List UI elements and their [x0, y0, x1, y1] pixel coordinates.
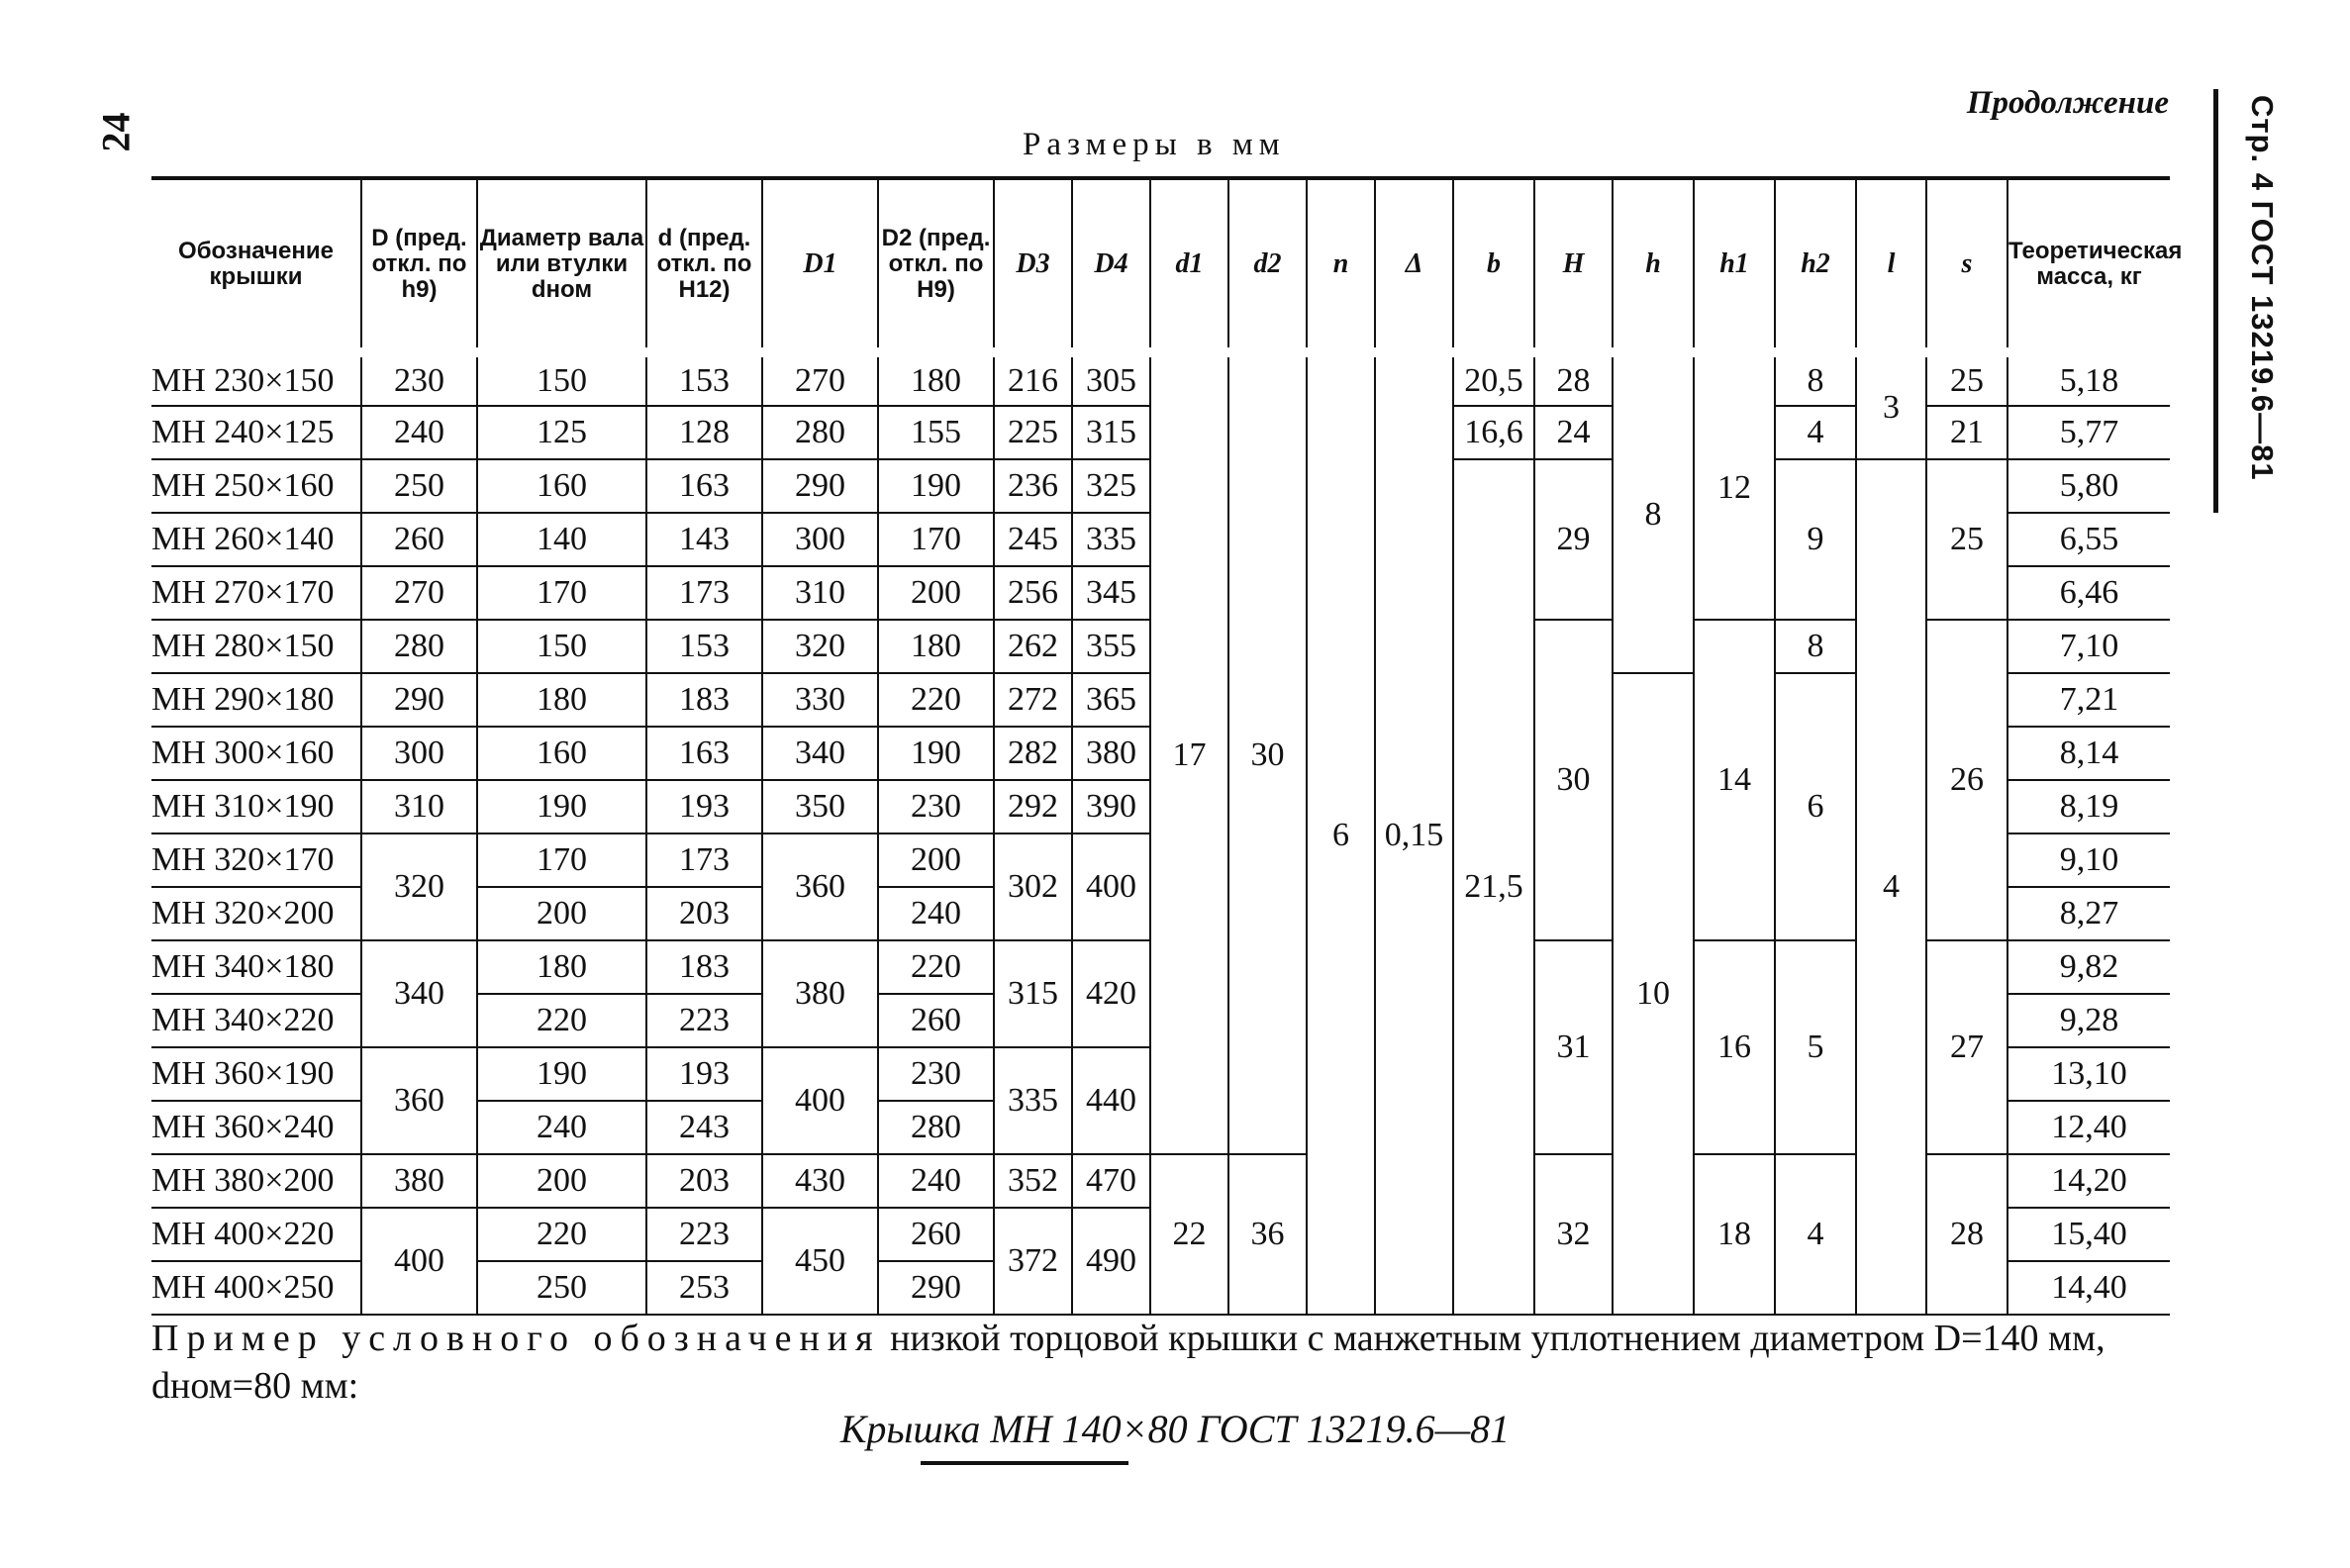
- designation-cell: МН 300×160: [151, 727, 361, 780]
- cell-D3: 352: [994, 1154, 1072, 1208]
- designation-cell: МН 230×150: [151, 352, 361, 406]
- cell-D3: 315: [994, 940, 1072, 1047]
- cell-D3: 272: [994, 673, 1072, 727]
- col-l: l: [1856, 178, 1926, 352]
- col-D2: D2 (пред. откл. по H9): [878, 178, 994, 352]
- cell-mass: 8,27: [2007, 887, 2170, 940]
- designation-cell: МН 260×140: [151, 513, 361, 566]
- cell-D4: 490: [1072, 1208, 1150, 1315]
- cell-mass: 9,82: [2007, 940, 2170, 994]
- cell-d: 253: [646, 1261, 762, 1315]
- cell-D: 290: [361, 673, 477, 727]
- cell-H: 31: [1534, 940, 1613, 1154]
- cell-D2: 220: [878, 673, 994, 727]
- cell-d: 153: [646, 352, 762, 406]
- cell-D: 400: [361, 1208, 477, 1315]
- cell-D2: 190: [878, 727, 994, 780]
- col-h: h: [1613, 178, 1694, 352]
- col-designation: Обозначение крышки: [151, 178, 361, 352]
- cell-d: 193: [646, 1047, 762, 1101]
- cell-h1: 18: [1694, 1154, 1775, 1315]
- designation-cell: МН 250×160: [151, 459, 361, 513]
- cell-mass: 14,20: [2007, 1154, 2170, 1208]
- col-d2: d2: [1228, 178, 1307, 352]
- cell-D1: 360: [762, 833, 878, 940]
- cell-b: 21,5: [1453, 459, 1534, 1315]
- col-D3: D3: [994, 178, 1072, 352]
- cell-D2: 290: [878, 1261, 994, 1315]
- col-h2: h2: [1775, 178, 1856, 352]
- cell-D2: 260: [878, 1208, 994, 1261]
- cell-mass: 6,46: [2007, 566, 2170, 620]
- cell-D3: 282: [994, 727, 1072, 780]
- cell-h: 8: [1613, 352, 1694, 673]
- cell-D2: 230: [878, 780, 994, 833]
- cell-D1: 330: [762, 673, 878, 727]
- cell-D2: 230: [878, 1047, 994, 1101]
- cell-D3: 262: [994, 620, 1072, 673]
- designation-cell: МН 240×125: [151, 406, 361, 459]
- cell-d: 183: [646, 940, 762, 994]
- cell-h2: 4: [1775, 1154, 1856, 1315]
- example-text: низкой торцовой крышки с манжетным уплотнением диаметром D=140 мм, dном=80 мм:: [151, 1318, 2105, 1407]
- page-number: 24: [93, 112, 139, 152]
- cell-D4: 380: [1072, 727, 1150, 780]
- cell-d2: 30: [1228, 352, 1307, 1154]
- designation-cell: МН 400×250: [151, 1261, 361, 1315]
- designation-cell: МН 290×180: [151, 673, 361, 727]
- cell-D1: 400: [762, 1047, 878, 1154]
- designation-cell: МН 400×220: [151, 1208, 361, 1261]
- cell-D3: 292: [994, 780, 1072, 833]
- cell-s: 28: [1926, 1154, 2007, 1315]
- cell-h2: 5: [1775, 940, 1856, 1154]
- cell-D: 270: [361, 566, 477, 620]
- cell-mass: 8,19: [2007, 780, 2170, 833]
- cell-D: 250: [361, 459, 477, 513]
- cell-mass: 5,77: [2007, 406, 2170, 459]
- designation-cell: МН 360×190: [151, 1047, 361, 1101]
- cell-d: 163: [646, 459, 762, 513]
- cell-D1: 450: [762, 1208, 878, 1315]
- cell-d: 128: [646, 406, 762, 459]
- cell-D: 360: [361, 1047, 477, 1154]
- cell-s: 25: [1926, 459, 2007, 620]
- cell-D: 300: [361, 727, 477, 780]
- cell-D3: 372: [994, 1208, 1072, 1315]
- cell-mass: 12,40: [2007, 1101, 2170, 1154]
- cell-h2: 8: [1775, 352, 1856, 406]
- col-D: D (пред. откл. по h9): [361, 178, 477, 352]
- cell-n: 6: [1307, 352, 1375, 1315]
- cell-D2: 280: [878, 1101, 994, 1154]
- cell-D2: 240: [878, 1154, 994, 1208]
- cell-mass: 13,10: [2007, 1047, 2170, 1101]
- cell-H: 28: [1534, 352, 1613, 406]
- cell-D3: 256: [994, 566, 1072, 620]
- cell-d: 223: [646, 994, 762, 1047]
- cell-dnom: 200: [477, 887, 646, 940]
- cell-D4: 440: [1072, 1047, 1150, 1154]
- cell-D4: 365: [1072, 673, 1150, 727]
- cell-D2: 155: [878, 406, 994, 459]
- cell-D1: 300: [762, 513, 878, 566]
- cell-d: 173: [646, 833, 762, 887]
- cell-l: 3: [1856, 352, 1926, 459]
- cell-D: 240: [361, 406, 477, 459]
- cell-dnom: 220: [477, 994, 646, 1047]
- cell-d1: 22: [1150, 1154, 1228, 1315]
- col-n: n: [1307, 178, 1375, 352]
- cell-D2: 190: [878, 459, 994, 513]
- designation-cell: МН 320×200: [151, 887, 361, 940]
- cell-D4: 335: [1072, 513, 1150, 566]
- cell-d: 203: [646, 1154, 762, 1208]
- col-b: b: [1453, 178, 1534, 352]
- dimensions-table: [151, 176, 2183, 1316]
- col-mass: Теоретическая масса, кг: [2007, 178, 2170, 352]
- cell-b: 20,5: [1453, 352, 1534, 406]
- cell-dnom: 240: [477, 1101, 646, 1154]
- cell-H: 24: [1534, 406, 1613, 459]
- col-H: H: [1534, 178, 1613, 352]
- cell-mass: 9,10: [2007, 833, 2170, 887]
- cell-h1: 16: [1694, 940, 1775, 1154]
- units-caption: Размеры в мм: [1023, 127, 1286, 162]
- table-row: [151, 352, 2170, 406]
- cell-D2: 260: [878, 994, 994, 1047]
- cell-D: 380: [361, 1154, 477, 1208]
- cell-d1: 17: [1150, 352, 1228, 1154]
- cell-d: 173: [646, 566, 762, 620]
- cell-D2: 240: [878, 887, 994, 940]
- header-row: [151, 178, 2170, 352]
- cell-mass: 5,80: [2007, 459, 2170, 513]
- cell-d: 183: [646, 673, 762, 727]
- cell-mass: 5,18: [2007, 352, 2170, 406]
- cell-H: 29: [1534, 459, 1613, 620]
- cell-D4: 355: [1072, 620, 1150, 673]
- col-delta: Δ: [1375, 178, 1453, 352]
- cell-mass: 7,21: [2007, 673, 2170, 727]
- cell-D3: 302: [994, 833, 1072, 940]
- cell-h: 10: [1613, 673, 1694, 1315]
- cell-D: 280: [361, 620, 477, 673]
- cell-D: 320: [361, 833, 477, 940]
- cell-D4: 470: [1072, 1154, 1150, 1208]
- cell-D4: 390: [1072, 780, 1150, 833]
- col-h1: h1: [1694, 178, 1775, 352]
- cell-dnom: 190: [477, 1047, 646, 1101]
- designation-cell: МН 340×220: [151, 994, 361, 1047]
- cell-h2: 4: [1775, 406, 1856, 459]
- cell-dnom: 170: [477, 833, 646, 887]
- cell-d: 223: [646, 1208, 762, 1261]
- cell-D2: 180: [878, 620, 994, 673]
- cell-D1: 290: [762, 459, 878, 513]
- cell-d2: 36: [1228, 1154, 1307, 1315]
- cell-D1: 320: [762, 620, 878, 673]
- designation-cell: МН 380×200: [151, 1154, 361, 1208]
- cell-dnom: 200: [477, 1154, 646, 1208]
- cell-dnom: 125: [477, 406, 646, 459]
- side-standard-note: Стр. 4 ГОСТ 13219.6—81: [2245, 95, 2280, 481]
- cell-D1: 380: [762, 940, 878, 1047]
- cell-mass: 7,10: [2007, 620, 2170, 673]
- cell-D3: 225: [994, 406, 1072, 459]
- cell-s: 26: [1926, 620, 2007, 940]
- cell-mass: 9,28: [2007, 994, 2170, 1047]
- cell-dnom: 140: [477, 513, 646, 566]
- col-D4: D4: [1072, 178, 1150, 352]
- col-dnom: Диаметр вала или втулки dном: [477, 178, 646, 352]
- cell-dnom: 190: [477, 780, 646, 833]
- cell-h2: 8: [1775, 620, 1856, 673]
- designation-cell: МН 280×150: [151, 620, 361, 673]
- cell-d: 243: [646, 1101, 762, 1154]
- cell-h2: 6: [1775, 673, 1856, 940]
- cell-D1: 350: [762, 780, 878, 833]
- cell-s: 25: [1926, 352, 2007, 406]
- cell-D: 260: [361, 513, 477, 566]
- col-d1: d1: [1150, 178, 1228, 352]
- cell-h1: 14: [1694, 620, 1775, 940]
- cell-dnom: 250: [477, 1261, 646, 1315]
- designation-cell: МН 310×190: [151, 780, 361, 833]
- cell-H: 32: [1534, 1154, 1613, 1315]
- cell-d: 203: [646, 887, 762, 940]
- cell-h2: 9: [1775, 459, 1856, 620]
- cell-d: 143: [646, 513, 762, 566]
- cell-d: 163: [646, 727, 762, 780]
- cell-D2: 200: [878, 566, 994, 620]
- designation-cell: МН 320×170: [151, 833, 361, 887]
- cell-dnom: 180: [477, 673, 646, 727]
- cell-D2: 220: [878, 940, 994, 994]
- cell-D: 340: [361, 940, 477, 1047]
- cell-dnom: 160: [477, 459, 646, 513]
- cell-D4: 420: [1072, 940, 1150, 1047]
- cell-h1: 12: [1694, 352, 1775, 620]
- cell-mass: 6,55: [2007, 513, 2170, 566]
- cell-l: 4: [1856, 459, 1926, 1315]
- cell-D2: 170: [878, 513, 994, 566]
- cell-dnom: 160: [477, 727, 646, 780]
- cell-s: 27: [1926, 940, 2007, 1154]
- cell-dnom: 150: [477, 352, 646, 406]
- example-designation: Крышка МН 140×80 ГОСТ 13219.6—81: [839, 1407, 1511, 1451]
- col-s: s: [1926, 178, 2007, 352]
- cell-dnom: 150: [477, 620, 646, 673]
- cell-dnom: 170: [477, 566, 646, 620]
- cell-D1: 270: [762, 352, 878, 406]
- cell-D4: 325: [1072, 459, 1150, 513]
- cell-D1: 310: [762, 566, 878, 620]
- cell-D2: 180: [878, 352, 994, 406]
- cell-mass: 14,40: [2007, 1261, 2170, 1315]
- designation-cell: МН 360×240: [151, 1101, 361, 1154]
- designation-cell: МН 270×170: [151, 566, 361, 620]
- cell-D4: 305: [1072, 352, 1150, 406]
- cell-delta: 0,15: [1375, 352, 1453, 1315]
- cell-d: 153: [646, 620, 762, 673]
- example-lead: Пример условного обозначения: [151, 1318, 881, 1359]
- cell-dnom: 180: [477, 940, 646, 994]
- cell-D4: 315: [1072, 406, 1150, 459]
- cell-D4: 400: [1072, 833, 1150, 940]
- cell-D1: 340: [762, 727, 878, 780]
- cell-D4: 345: [1072, 566, 1150, 620]
- example-paragraph: [151, 1315, 2171, 1410]
- cell-D3: 245: [994, 513, 1072, 566]
- cell-mass: 8,14: [2007, 727, 2170, 780]
- cell-D2: 200: [878, 833, 994, 887]
- side-rule: [2213, 89, 2218, 513]
- col-D1: D1: [762, 178, 878, 352]
- cell-D: 310: [361, 780, 477, 833]
- cell-mass: 15,40: [2007, 1208, 2170, 1261]
- cell-D3: 216: [994, 352, 1072, 406]
- cell-D: 230: [361, 352, 477, 406]
- cell-D3: 236: [994, 459, 1072, 513]
- cell-D1: 280: [762, 406, 878, 459]
- col-d: d (пред. откл. по H12): [646, 178, 762, 352]
- cell-d: 193: [646, 780, 762, 833]
- cell-D1: 430: [762, 1154, 878, 1208]
- cell-dnom: 220: [477, 1208, 646, 1261]
- cell-H: 30: [1534, 620, 1613, 940]
- cell-s: 21: [1926, 406, 2007, 459]
- cell-D3: 335: [994, 1047, 1072, 1154]
- cell-b: 16,6: [1453, 406, 1534, 459]
- continuation-label: Продолжение: [1966, 85, 2169, 121]
- designation-cell: МН 340×180: [151, 940, 361, 994]
- section-end-rule: [921, 1461, 1128, 1465]
